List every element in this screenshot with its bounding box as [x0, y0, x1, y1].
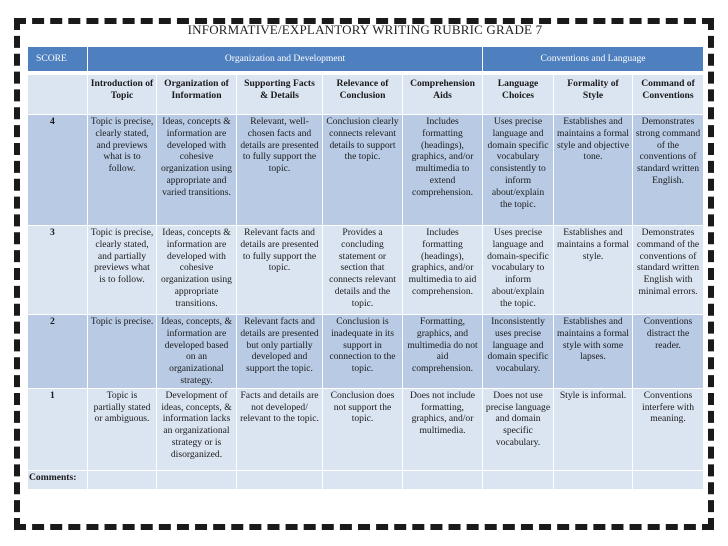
comments-cell[interactable] — [483, 470, 554, 489]
column-header: Command of Conventions — [633, 73, 704, 115]
rubric-cell: Style is informal. — [554, 388, 633, 470]
rubric-cell: Conclusion does not support the topic. — [323, 388, 403, 470]
column-header: Formality of Style — [554, 73, 633, 115]
rubric-cell: Relevant facts and details are presented but only partially developed and support the topic. — [237, 315, 323, 389]
rubric-cell: Relevant, well-chosen facts and details are presented to fully support the topic. — [237, 115, 323, 226]
comments-cell[interactable] — [403, 470, 483, 489]
rubric-cell: Uses precise language and domain specific vocabulary consistently to inform about/explain the topic. — [483, 115, 554, 226]
rubric-cell: Includes formatting (headings), graphics, and/or multimedia to extend comprehension. — [403, 115, 483, 226]
rubric-cell: Conventions interfere with meaning. — [633, 388, 704, 470]
comments-row — [28, 470, 704, 489]
rubric-cell: Establishes and maintains a formal style and objective tone. — [554, 115, 633, 226]
column-header: Organization of Information — [157, 73, 237, 115]
score-row-1 — [28, 388, 704, 470]
rubric-cell: Does not include formatting, graphics, and/or multimedia. — [403, 388, 483, 470]
rubric-table — [27, 46, 704, 490]
comments-cell[interactable] — [633, 470, 704, 489]
score-row-4 — [28, 115, 704, 226]
rubric-cell: Conventions distract the reader. — [633, 315, 704, 389]
rubric-cell: Conclusion clearly connects relevant details to support the topic. — [323, 115, 403, 226]
rubric-cell: Development of ideas, concepts, & information lacks an organizational strategy or is disorganized. — [157, 388, 237, 470]
comments-cell[interactable] — [157, 470, 237, 489]
rubric-cell: Relevant facts and details are presented to fully support the topic. — [237, 226, 323, 315]
rubric-cell: Topic is precise. — [88, 315, 157, 389]
comments-cell[interactable] — [323, 470, 403, 489]
comments-cell[interactable] — [88, 470, 157, 489]
rubric-cell: Does not use precise language and domain specific vocabulary. — [483, 388, 554, 470]
rubric-cell: Ideas, concepts & information are developed with cohesive organization using appropriate transitions. — [157, 226, 237, 315]
section-header-row — [28, 47, 704, 74]
rubric-cell: Provides a concluding statement or section that connects relevant details and the topic. — [323, 226, 403, 315]
score-row-3 — [28, 226, 704, 315]
comments-cell[interactable] — [554, 470, 633, 489]
rubric-cell: Conclusion is inadequate in its support in connection to the topic. — [323, 315, 403, 389]
score-value: 2 — [28, 315, 88, 389]
score-header-blank — [28, 73, 88, 115]
rubric-cell: Topic is precise, clearly stated, and previews what is to follow. — [88, 115, 157, 226]
score-section-header: SCORE — [28, 47, 88, 74]
column-header: Supporting Facts & Details — [237, 73, 323, 115]
rubric-cell: Formatting, graphics, and multimedia do not aid comprehension. — [403, 315, 483, 389]
score-value: 3 — [28, 226, 88, 315]
criteria-header-row — [28, 73, 704, 115]
score-value: 1 — [28, 388, 88, 470]
rubric-cell: Ideas, concepts, & information are developed based on an organizational strategy. — [157, 315, 237, 389]
rubric-cell: Establishes and maintains a formal style. — [554, 226, 633, 315]
score-row-2 — [28, 315, 704, 389]
rubric-cell: Ideas, concepts & information are developed with cohesive organization using appropriate and varied transitions. — [157, 115, 237, 226]
rubric-cell: Establishes and maintains a formal style with some lapses. — [554, 315, 633, 389]
column-header: Comprehension Aids — [403, 73, 483, 115]
rubric-cell: Demonstrates command of the conventions of standard written English with minimal errors. — [633, 226, 704, 315]
rubric-cell: Inconsistently uses precise language and domain specific vocabulary. — [483, 315, 554, 389]
rubric-title: INFORMATIVE/EXPLANTORY WRITING RUBRIC GRADE 7 — [187, 22, 543, 37]
rubric-cell: Topic is precise, clearly stated, and partially previews what is to follow. — [88, 226, 157, 315]
column-header: Language Choices — [483, 73, 554, 115]
comments-label: Comments: — [28, 470, 88, 489]
column-header: Introduction of Topic — [88, 73, 157, 115]
conventions-section-header: Conventions and Language — [483, 47, 704, 74]
score-value: 4 — [28, 115, 88, 226]
rubric-cell: Facts and details are not developed/ relevant to the topic. — [237, 388, 323, 470]
rubric-cell: Includes formatting (headings), graphics, and/or multimedia to aid comprehension. — [403, 226, 483, 315]
organization-section-header: Organization and Development — [88, 47, 483, 74]
rubric-cell: Uses precise language and domain-specific vocabulary to inform about/explain the topic. — [483, 226, 554, 315]
rubric-cell: Demonstrates strong command of the conventions of standard written English. — [633, 115, 704, 226]
comments-cell[interactable] — [237, 470, 323, 489]
column-header: Relevance of Conclusion — [323, 73, 403, 115]
rubric-cell: Topic is partially stated or ambiguous. — [88, 388, 157, 470]
